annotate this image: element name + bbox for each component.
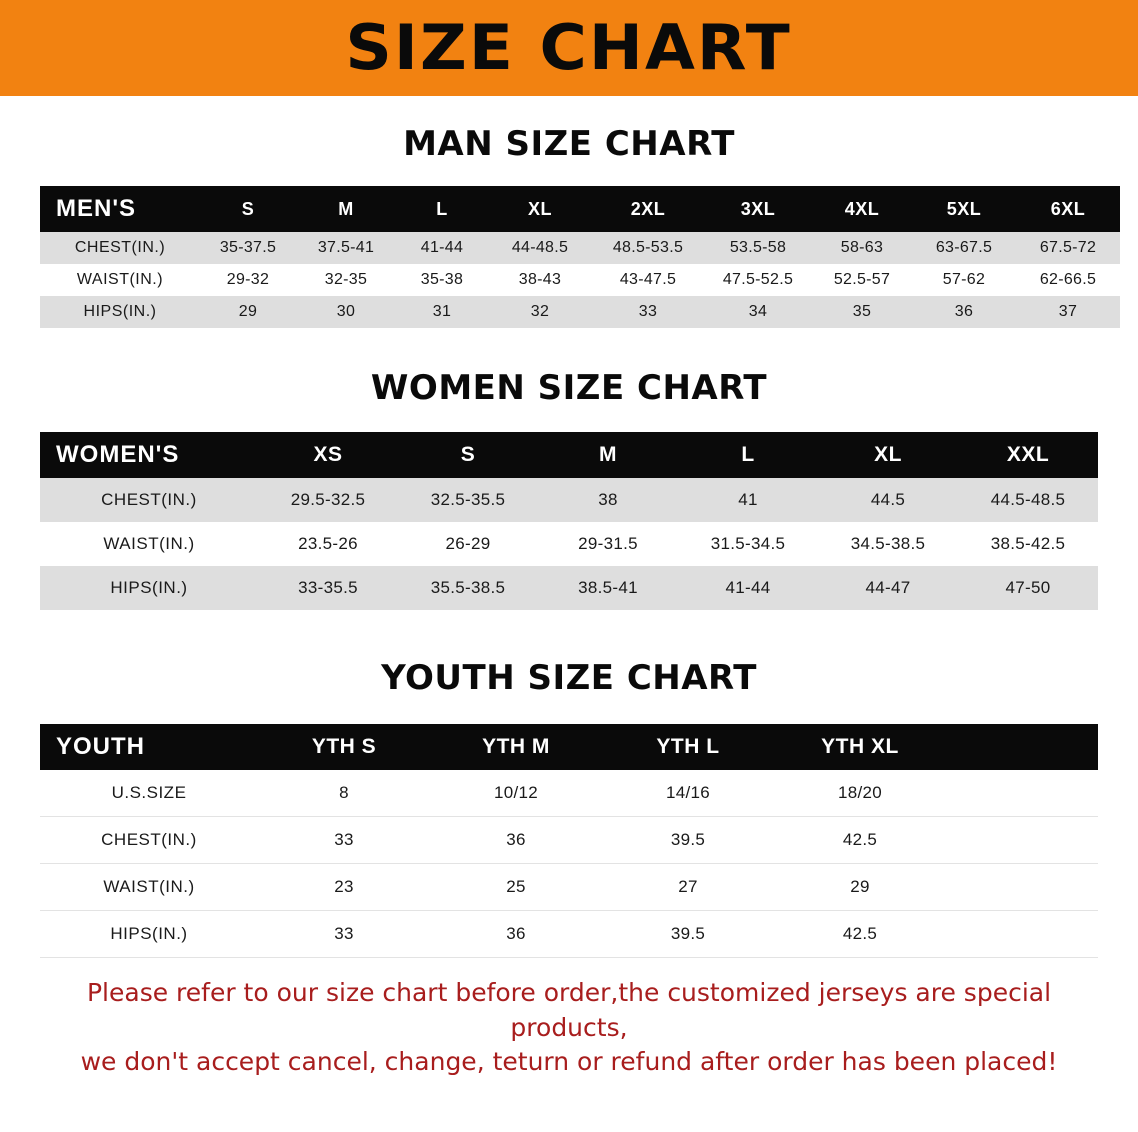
table-cell: 29: [238, 303, 258, 320]
table-cell: 41-44: [420, 239, 464, 256]
youth-table-wrapper: [40, 724, 1098, 958]
row-label: CHEST(IN.): [101, 490, 197, 509]
table-row: [40, 770, 1098, 817]
table-row: [40, 817, 1098, 864]
table-cell: 53.5-58: [729, 239, 787, 256]
women-table-wrapper: [40, 432, 1098, 610]
table-cell-spacer: [946, 770, 1098, 817]
table-cell: 38: [598, 490, 618, 509]
man-header-cell: 5XL: [946, 198, 982, 219]
table-cell: 35-37.5: [219, 239, 277, 256]
row-label: HIPS(IN.): [83, 303, 157, 320]
man-header-cell: M: [338, 198, 354, 219]
table-cell: 32.5-35.5: [430, 490, 506, 509]
table-cell-spacer: [946, 864, 1098, 911]
table-cell: 32: [530, 303, 550, 320]
table-cell: 35.5-38.5: [430, 578, 506, 597]
table-cell: 38-43: [518, 271, 562, 288]
man-header-cell: 4XL: [844, 198, 880, 219]
table-cell: 30: [336, 303, 356, 320]
table-cell-spacer: [946, 911, 1098, 958]
table-cell: 48.5-53.5: [612, 239, 684, 256]
table-cell: 57-62: [942, 271, 986, 288]
man-header-cell: S: [241, 198, 255, 219]
women-header-cell: L: [741, 443, 755, 466]
table-cell: 33: [638, 303, 658, 320]
women-header-cell: XS: [313, 443, 343, 466]
table-cell: 44.5-48.5: [990, 490, 1066, 509]
man-header-cell: 3XL: [740, 198, 776, 219]
table-cell: 52.5-57: [833, 271, 891, 288]
youth-section-title: YOUTH SIZE CHART: [381, 658, 757, 698]
man-header-cell: 6XL: [1050, 198, 1086, 219]
table-row: [40, 478, 1098, 522]
women-header-cell: M: [599, 443, 617, 466]
table-cell: 41-44: [725, 578, 771, 597]
man-header-cell: XL: [527, 198, 552, 219]
table-cell: 29.5-32.5: [290, 490, 366, 509]
table-cell: 34: [748, 303, 768, 320]
row-label: U.S.SIZE: [40, 770, 258, 817]
table-row: [40, 232, 1120, 264]
table-cell: 10/12: [430, 770, 602, 817]
table-cell: 36: [430, 911, 602, 958]
table-cell: 38.5-42.5: [990, 534, 1066, 553]
footer-note-line-2: we don't accept cancel, change, teturn or refund after order has been placed!: [80, 1047, 1058, 1076]
women-section-title: WOMEN SIZE CHART: [370, 368, 768, 408]
table-cell: 35: [852, 303, 872, 320]
man-table-wrapper: [40, 186, 1098, 328]
row-label: WAIST(IN.): [76, 271, 164, 288]
row-label: HIPS(IN.): [110, 578, 188, 597]
table-cell: 33: [258, 911, 430, 958]
table-cell: 37: [1058, 303, 1078, 320]
women-header-cell: WOMEN'S: [56, 441, 180, 468]
women-size-table: [40, 432, 1098, 610]
man-header-cell: MEN'S: [56, 195, 137, 222]
youth-header-cell: YTH L: [656, 735, 720, 758]
row-label: WAIST(IN.): [103, 534, 195, 553]
table-cell: 37.5-41: [317, 239, 375, 256]
table-row: [40, 911, 1098, 958]
table-cell: 63-67.5: [935, 239, 993, 256]
footer-note-line-1: Please refer to our size chart before order,the customized jerseys are special products,: [86, 978, 1052, 1042]
youth-header-spacer: [946, 724, 1098, 770]
table-cell: 14/16: [602, 770, 774, 817]
youth-table-header-row: [40, 724, 1098, 770]
table-cell: 36: [954, 303, 974, 320]
table-cell: 41: [738, 490, 758, 509]
row-label: CHEST(IN.): [40, 817, 258, 864]
table-cell: 29-31.5: [578, 534, 638, 553]
table-cell: 31.5-34.5: [710, 534, 786, 553]
table-cell: 62-66.5: [1039, 271, 1097, 288]
table-row: [40, 522, 1098, 566]
row-label: WAIST(IN.): [40, 864, 258, 911]
man-header-cell: 2XL: [630, 198, 666, 219]
table-cell: 58-63: [840, 239, 884, 256]
table-cell: 34.5-38.5: [850, 534, 926, 553]
women-header-cell: S: [460, 443, 476, 466]
table-row: [40, 566, 1098, 610]
table-cell: 29: [774, 864, 946, 911]
youth-header-cell: YOUTH: [56, 733, 145, 760]
youth-size-table: [40, 724, 1098, 958]
table-cell: 36: [430, 817, 602, 864]
table-cell: 42.5: [774, 911, 946, 958]
table-cell: 39.5: [602, 911, 774, 958]
table-cell: 42.5: [774, 817, 946, 864]
youth-header-cell: YTH S: [311, 735, 377, 758]
table-cell: 44.5: [870, 490, 906, 509]
table-cell: 31: [432, 303, 452, 320]
table-row: [40, 264, 1120, 296]
table-cell: 47.5-52.5: [722, 271, 794, 288]
table-cell: 32-35: [324, 271, 368, 288]
table-cell: 35-38: [420, 271, 464, 288]
table-cell: 23: [258, 864, 430, 911]
table-cell: 23.5-26: [298, 534, 358, 553]
table-cell: 25: [430, 864, 602, 911]
table-cell: 26-29: [445, 534, 491, 553]
table-cell: 33: [258, 817, 430, 864]
table-cell: 44-47: [865, 578, 911, 597]
table-row: [40, 296, 1120, 328]
table-cell-spacer: [946, 817, 1098, 864]
table-cell: 43-47.5: [619, 271, 677, 288]
table-cell: 33-35.5: [298, 578, 358, 597]
table-cell: 47-50: [1005, 578, 1051, 597]
table-cell: 8: [258, 770, 430, 817]
table-cell: 44-48.5: [511, 239, 569, 256]
youth-header-cell: YTH M: [482, 735, 550, 758]
women-table-header-row: [40, 432, 1098, 478]
women-header-cell: XL: [874, 443, 902, 466]
footer-note: [36, 976, 1102, 1080]
page-title: SIZE CHART: [345, 11, 793, 84]
header-banner: [0, 0, 1138, 96]
table-cell: 39.5: [602, 817, 774, 864]
table-cell: 29-32: [226, 271, 270, 288]
man-section-title: MAN SIZE CHART: [403, 124, 735, 164]
table-cell: 38.5-41: [578, 578, 638, 597]
row-label: HIPS(IN.): [40, 911, 258, 958]
man-table-header-row: [40, 186, 1120, 232]
table-cell: 67.5-72: [1039, 239, 1097, 256]
row-label: CHEST(IN.): [74, 239, 166, 256]
youth-header-cell: YTH XL: [821, 735, 899, 758]
table-row: [40, 864, 1098, 911]
table-cell: 27: [602, 864, 774, 911]
man-size-table: [40, 186, 1120, 328]
man-header-cell: L: [436, 198, 448, 219]
table-cell: 18/20: [774, 770, 946, 817]
women-header-cell: XXL: [1006, 443, 1050, 466]
